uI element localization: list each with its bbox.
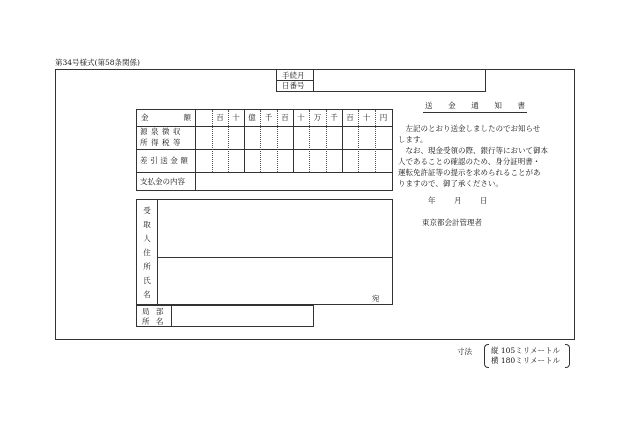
date-day-label: 日 (480, 196, 488, 205)
bureau-label-line1: 局 部 (142, 307, 166, 316)
digit-header: 千 (264, 113, 273, 123)
bureau-box (136, 305, 314, 327)
digit-header: 億 (248, 113, 256, 123)
payment-content-label: 支払金の内容 (140, 177, 185, 186)
withholding-tax-label: 源泉徴収 所得税等 (140, 127, 184, 147)
notice-title-underline (423, 112, 527, 113)
recipient-address-field[interactable] (158, 201, 392, 256)
honorific-label: 宛 (372, 294, 380, 303)
digit-header: 百 (281, 113, 289, 123)
amount-label: 金 額 (141, 113, 191, 122)
size-label: 寸法 (457, 347, 472, 356)
procedure-number-field[interactable] (314, 70, 485, 91)
issuer-name: 東京都会計管理者 (422, 218, 482, 227)
digit-header: 百 (216, 113, 224, 123)
bureau-label-line2: 所 名 (142, 317, 166, 326)
date-month-label: 月 (454, 196, 462, 205)
amount-table (136, 109, 393, 191)
digit-header: 十 (297, 113, 305, 123)
digit-header: 万 (313, 113, 322, 123)
size-height: 縦 105ミリメートル (491, 346, 561, 355)
notice-title: 送 金 通 知 書 (425, 101, 525, 110)
procedure-box (276, 69, 486, 92)
recipient-name-field[interactable] (158, 258, 392, 304)
procedure-label-line2: 日番号 (282, 81, 305, 90)
bureau-field[interactable] (172, 306, 313, 326)
right-bracket (565, 344, 570, 368)
digit-header: 千 (330, 113, 338, 123)
size-width: 横 180ミリメートル (491, 356, 561, 365)
notice-body: 左記のとおり送金しましたのでお知らせ します。 なお、現金受領の際、銀行等において御本 人であることの確認のため、身分証明書・ 運転免許証等の提示を求められることがあ りますので、御了承ください。 (398, 124, 548, 188)
left-bracket (484, 344, 489, 368)
digit-header: 十 (232, 113, 240, 123)
recipient-box (136, 199, 393, 305)
digit-header: 円 (379, 113, 388, 123)
payment-content-field[interactable] (196, 173, 392, 190)
digit-header: 百 (346, 113, 354, 123)
procedure-label-line1: 手続月 (282, 71, 305, 80)
digit-header: 十 (362, 113, 371, 123)
net-remittance-label: 差引送金額 (140, 156, 191, 165)
date-year-label: 年 (428, 196, 436, 205)
form-caption: 第34号様式(第58条関係) (55, 58, 140, 67)
recipient-vertical-label: 受 取 人 住 所 氏 名 (143, 206, 151, 300)
